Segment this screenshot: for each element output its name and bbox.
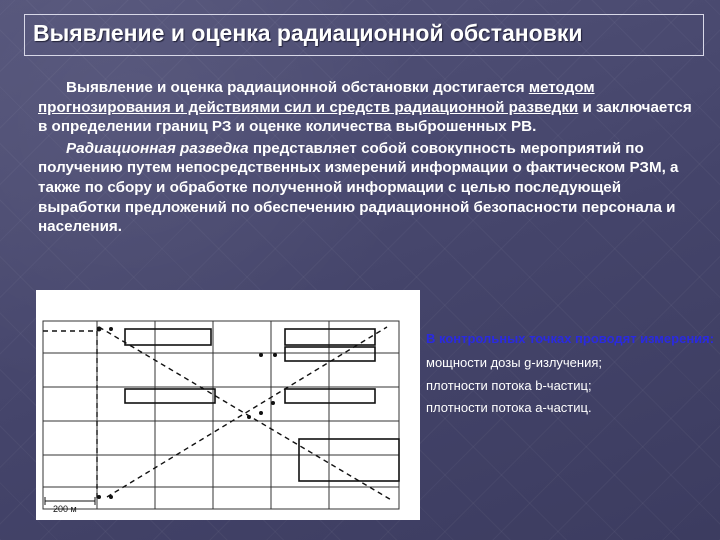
survey-diagram-figure bbox=[36, 290, 420, 520]
body-text bbox=[38, 78, 698, 239]
measurement-item: мощности дозы g-излучения; bbox=[426, 355, 603, 370]
measurements-block bbox=[426, 330, 716, 420]
survey-grid-diagram bbox=[37, 291, 419, 519]
measurement-item: плотности потока b-частиц; bbox=[426, 377, 592, 393]
paragraph-reconnaissance bbox=[38, 139, 698, 237]
paragraph-rest: и заключается в определении границ РЗ и оценке количества выброшенных РВ. bbox=[38, 98, 692, 136]
underlined-methods: методом прогнозирования и действиями сил и средств радиационной разведки bbox=[38, 79, 595, 116]
title-frame bbox=[24, 14, 704, 56]
paragraph-lead: Выявление и оценка радиационной обстановки достигается bbox=[66, 79, 525, 96]
term-radiation-reconnaissance: Радиационная разведка bbox=[66, 139, 249, 157]
reconnaissance-definition: представляет собой совокупность мероприятий по получению путем непосредственных измерений информации о фактическом РЗМ, а также по сбору и обработке полученной информации с целью последующей выработки предложений по обеспечению радиационной безопасности персонала и населения. bbox=[38, 139, 679, 236]
measurement-item: плотности потока а-частиц. bbox=[426, 400, 592, 415]
scale-bar-label: 200 м bbox=[53, 504, 77, 514]
paragraph-definition bbox=[38, 78, 698, 137]
slide-title: Выявление и оценка радиационной обстановки bbox=[33, 20, 583, 46]
measurements-heading: В контрольных точках проводят измерения: bbox=[426, 331, 715, 346]
